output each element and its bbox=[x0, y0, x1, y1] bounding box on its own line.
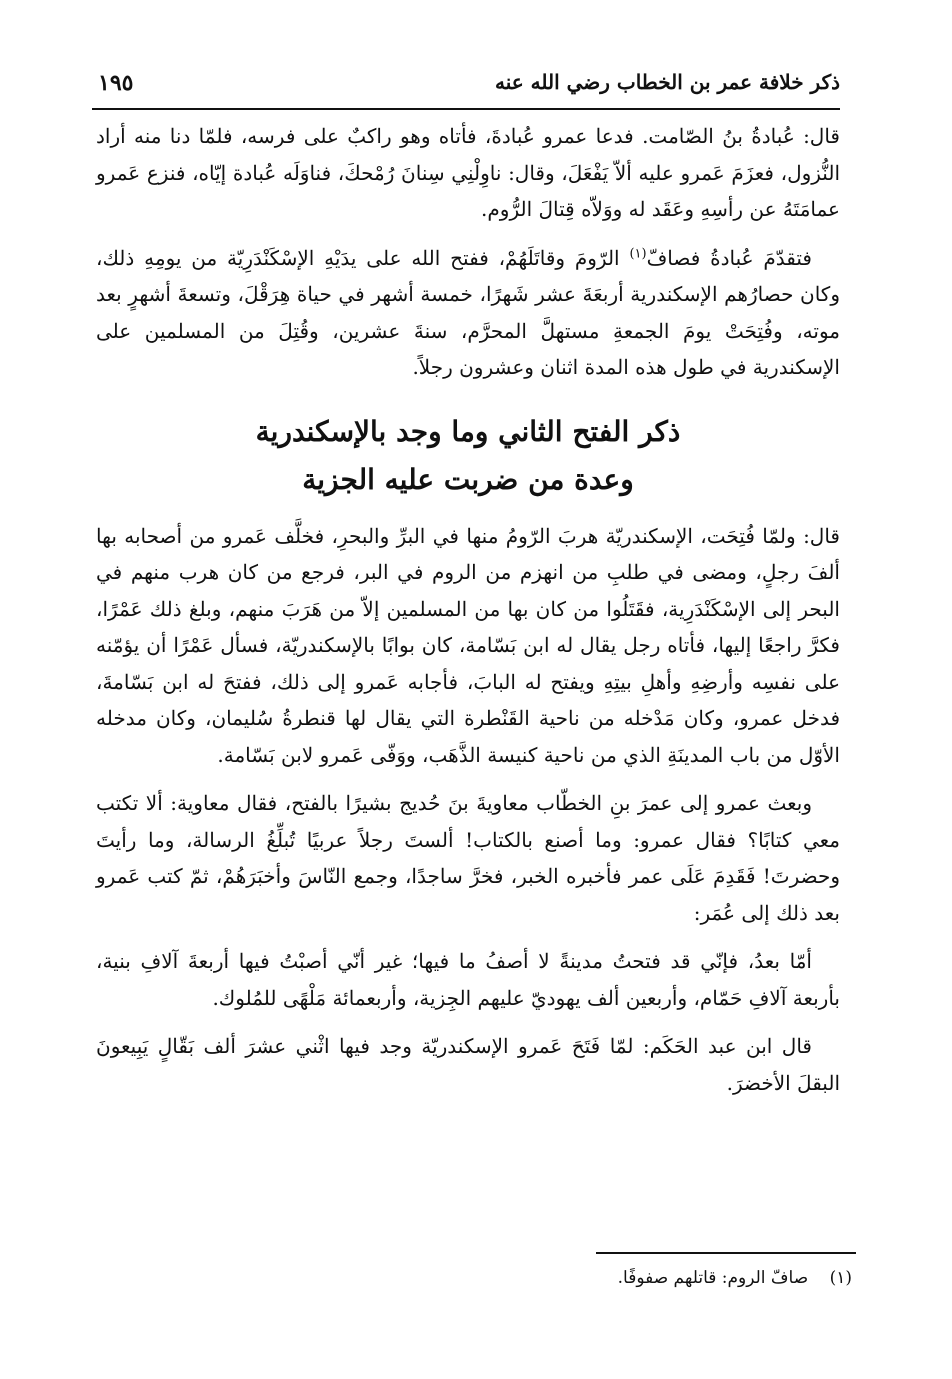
running-header bbox=[92, 62, 840, 106]
footnote-text: صافّ الروم: قاتلهم صفوفًا. bbox=[617, 1268, 809, 1288]
paragraph: قال ابن عبد الحَكَم: لمّا فَتَحَ عَمرو الإسكندريّة وجد فيها اثْني عشرَ ألف بَقّالٍ يَبِيعونَ البقلَ الأخضرَ. bbox=[96, 1034, 840, 1095]
paragraph: أمّا بعدُ، فإنّي قد فتحتُ مدينةً لا أصفُ ما فيها؛ غير أنّي أصبْتُ فيها أربعةَ آلافِ بنية، بأربعة آلافِ حَمّام، وأربعين ألف يهوديّ عليهم الجِزية، وأربعمائة مَلْهًى للمُلوك. bbox=[96, 949, 840, 1010]
paragraph: وبعث عمرو إلى عمرَ بنِ الخطّاب معاويةَ بنَ حُديج بشيرًا بالفتح، فقال معاوية: ألا تكتب معي كتابًا؟ فقال عمرو: وما أصنع بالكتاب! ألستَ رجلاً عربيًا تُبلِّغُ الرسالة، وما رأيتَ وحضرتَ! فَقَدِمَ عَلَى عمر فأخبره الخبر، فخرَّ ساجدًا، وجمع النّاسَ وأخبَرَهُمْ، ثمّ كتب عَمرو بعد ذلك إلى عُمَر: bbox=[96, 791, 840, 925]
paragraph-text-rest: الرّومَ وقاتَلَهُمْ، ففتح الله على يدَيْهِ الإسْكَنْدَرِيّة من يومِهِ bbox=[134, 245, 630, 270]
paragraph: قال: عُبادةُ بنُ الصّامت. فدعا عمرو عُبادةَ، فأتاه وهو راكبٌ على فرسه، فلمّا دنا منه أراد النُّزول، فعزَمَ عَمرو عليه ألاّ يَفْعَلَ، وقال: ناوِلْنِي سِنانَ رُمْحكَ، فناوَلَه عُبادة إيّاه، فنزع عَمرو عمامَتَهُ عن رأسِهِ وعَقَد له ووَلاّه قِتالَ الرُّوم. bbox=[96, 124, 840, 221]
section-heading-line-1: ذكر الفتح الثاني وما وجد بالإسكندرية bbox=[255, 414, 681, 448]
footnote-reference[interactable]: (١) bbox=[629, 245, 647, 261]
footnote bbox=[618, 1268, 852, 1288]
paragraph-text-start: فتقدّمَ عُبادةُ فصافّ bbox=[646, 245, 812, 270]
page-body bbox=[96, 118, 840, 1113]
section-heading-line-2: وعدة من ضربت عليه الجزية bbox=[302, 462, 634, 496]
footnote-divider bbox=[596, 1252, 856, 1254]
header-divider bbox=[92, 108, 840, 110]
paragraph: قال: ولمّا فُتِحَت، الإسكندريّة هربَ الرّومُ منها في البرِّ والبحرِ، فخلَّف عَمرو من أصحابه بها ألفَ رجلٍ، ومضى في طلبِ من انهزم من الروم في البر، فرجع من كان هرب منهم في البحر إلى الإسْكَنْدَرِية، فقَتَلُوا من كان بها من المسلمين إلاّ من هَرَبَ منهم، وبلغ ذلك عَمْرًا، فكرَّ راجعًا إليها، فأتاه رجل يقال له ابن بَسّامة، كان بوابًا بالإسكندريّة، فسأل عَمْرًا أن يؤمّنه على نفسِه وأرضِهِ وأهلِ بيتِهِ ويفتح له البابَ، فأجابه عَمرو إلى ذلك، ففتحَ له ابن بَسّامةَ، فدخل عمرو، وكان مَدْخله من ناحية القَنْطرة التي يقال لها قنطرةُ سُليمان، وكان مدخله الأوّل من باب المدينَةِ الذي من ناحية كنيسة الذَّهَب، ووَفّى عَمرو لابن بَسّامة. bbox=[96, 523, 840, 767]
page-number: ١٩٥ bbox=[98, 70, 134, 96]
footnote-number: (١) bbox=[829, 1268, 852, 1288]
running-title: ذكر خلافة عمر بن الخطاب رضي الله عنه bbox=[495, 70, 840, 94]
paragraph-text-continued: ذلك، وكان حصارُهم الإسكندرية أربعَةَ عشر شَهرًا، خمسة أشهر في حياة هِرَقْلَ، وتسعةَ أشهرٍ بعد موته، وفُتِحَتْ يومَ الجمعةِ مستهلَّ المحرَّم، سنةَ عشرين، وقُتِلَ من المسلمين على الإسكندرية في طول هذه المدة اثنان وعشرون رجلاً. bbox=[96, 245, 840, 379]
section-heading bbox=[96, 408, 840, 504]
paragraph-with-footnote bbox=[96, 240, 840, 386]
